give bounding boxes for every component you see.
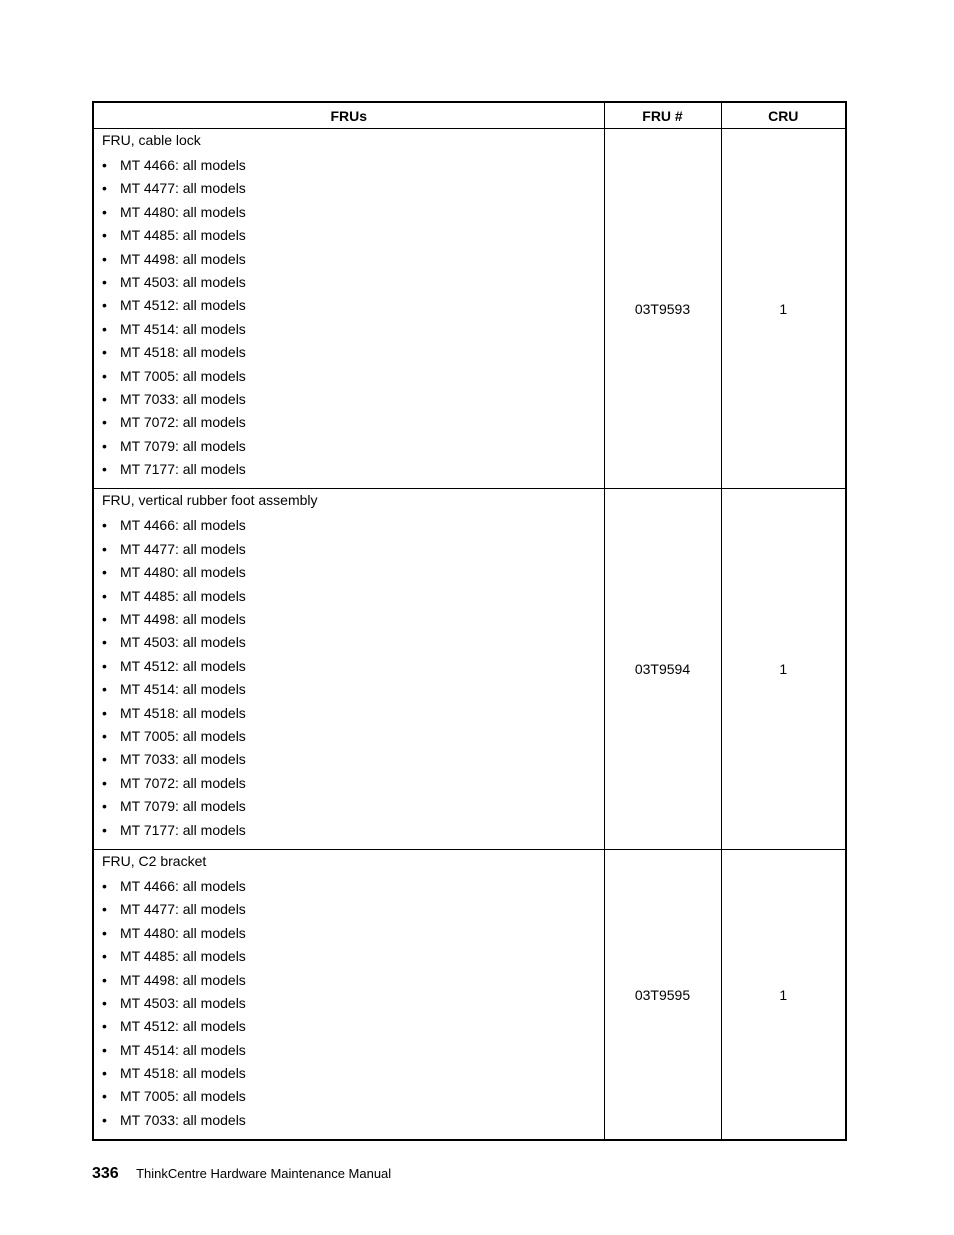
list-item: • MT 4485: all models bbox=[102, 948, 604, 971]
list-item: • MT 4514: all models bbox=[102, 321, 604, 344]
list-item: • MT 4477: all models bbox=[102, 901, 604, 924]
model-list bbox=[102, 157, 604, 484]
list-item: • MT 4503: all models bbox=[102, 995, 604, 1018]
list-item: • MT 7005: all models bbox=[102, 368, 604, 391]
list-item: • MT 4503: all models bbox=[102, 634, 604, 657]
list-item: • MT 7005: all models bbox=[102, 1088, 604, 1111]
list-item: • MT 7079: all models bbox=[102, 438, 604, 461]
list-item: • MT 7072: all models bbox=[102, 775, 604, 798]
page-footer bbox=[92, 1165, 391, 1183]
list-item: • MT 4512: all models bbox=[102, 658, 604, 681]
list-item: • MT 4498: all models bbox=[102, 972, 604, 995]
fru-title: FRU, C2 bracket bbox=[102, 852, 207, 869]
list-item: • MT 4480: all models bbox=[102, 925, 604, 948]
model-list bbox=[102, 878, 604, 1135]
list-item: • MT 7079: all models bbox=[102, 798, 604, 821]
list-item: • MT 4503: all models bbox=[102, 274, 604, 297]
fru-description-cell bbox=[93, 129, 604, 489]
list-item: • MT 7033: all models bbox=[102, 751, 604, 774]
list-item: • MT 4480: all models bbox=[102, 204, 604, 227]
model-list bbox=[102, 517, 604, 844]
list-item: • MT 4498: all models bbox=[102, 611, 604, 634]
fru-description-cell bbox=[93, 489, 604, 849]
list-item: • MT 7177: all models bbox=[102, 461, 604, 484]
table-row bbox=[93, 489, 846, 849]
list-item: • MT 7005: all models bbox=[102, 728, 604, 751]
list-item: • MT 7072: all models bbox=[102, 414, 604, 437]
list-item: • MT 4518: all models bbox=[102, 1065, 604, 1088]
fru-title: FRU, vertical rubber foot assembly bbox=[102, 492, 318, 509]
fru-number-cell: 03T9593 bbox=[604, 129, 721, 489]
list-item: • MT 4480: all models bbox=[102, 564, 604, 587]
list-item: • MT 4485: all models bbox=[102, 588, 604, 611]
list-item: • MT 4477: all models bbox=[102, 180, 604, 203]
list-item: • MT 4512: all models bbox=[102, 297, 604, 320]
list-item: • MT 7033: all models bbox=[102, 391, 604, 414]
header-frus: FRUs bbox=[93, 102, 604, 129]
fru-title: FRU, cable lock bbox=[102, 132, 201, 148]
list-item: • MT 4512: all models bbox=[102, 1018, 604, 1041]
header-fru-number: FRU # bbox=[604, 102, 721, 129]
list-item: • MT 4477: all models bbox=[102, 541, 604, 564]
fru-number-cell: 03T9594 bbox=[604, 489, 721, 849]
list-item: • MT 7177: all models bbox=[102, 822, 604, 845]
table-row bbox=[93, 129, 846, 489]
list-item: • MT 4514: all models bbox=[102, 681, 604, 704]
fru-table bbox=[92, 101, 847, 1141]
list-item: • MT 4518: all models bbox=[102, 705, 604, 728]
fru-number-cell: 03T9595 bbox=[604, 849, 721, 1140]
page-number: 336 bbox=[92, 1165, 119, 1182]
list-item: • MT 7033: all models bbox=[102, 1112, 604, 1135]
list-item: • MT 4485: all models bbox=[102, 227, 604, 250]
list-item: • MT 4466: all models bbox=[102, 157, 604, 180]
list-item: • MT 4518: all models bbox=[102, 344, 604, 367]
header-cru: CRU bbox=[721, 102, 846, 129]
list-item: • MT 4514: all models bbox=[102, 1042, 604, 1065]
table-row bbox=[93, 849, 846, 1140]
fru-description-cell bbox=[93, 849, 604, 1140]
cru-cell: 1 bbox=[721, 849, 846, 1140]
list-item: • MT 4466: all models bbox=[102, 878, 604, 901]
list-item: • MT 4466: all models bbox=[102, 517, 604, 540]
cru-cell: 1 bbox=[721, 489, 846, 849]
list-item: • MT 4498: all models bbox=[102, 251, 604, 274]
manual-title: ThinkCentre Hardware Maintenance Manual bbox=[136, 1166, 392, 1181]
cru-cell: 1 bbox=[721, 129, 846, 489]
table-header-row bbox=[93, 102, 846, 129]
